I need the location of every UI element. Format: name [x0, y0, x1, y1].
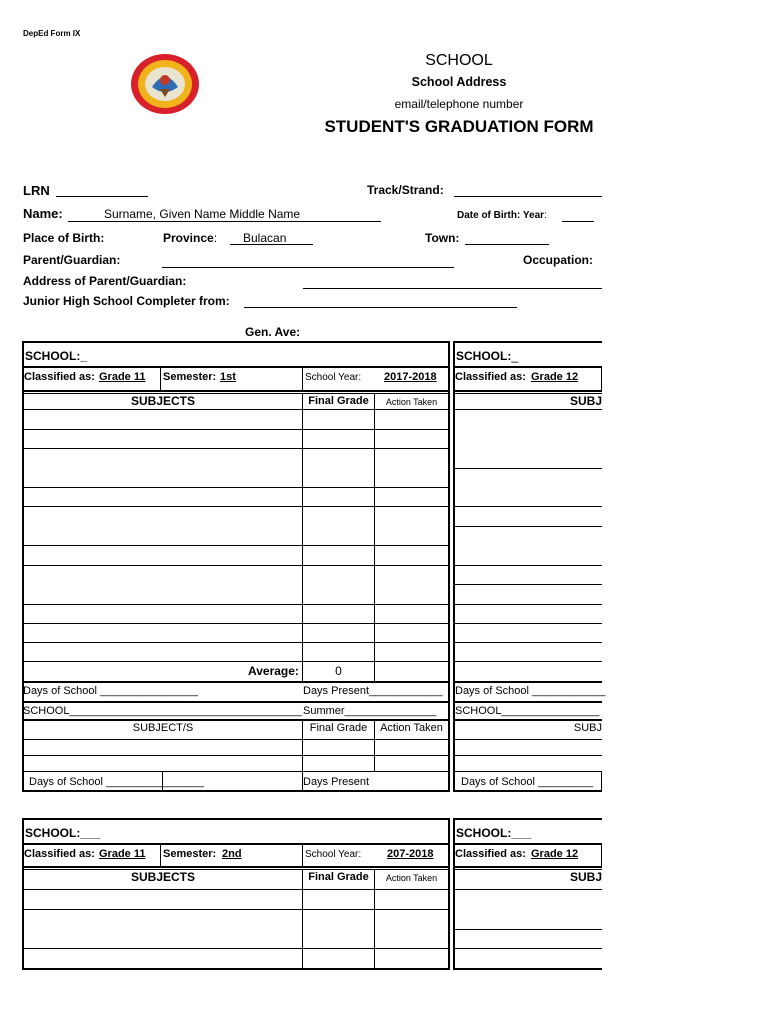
block3-subjects-header: SUBJECTS	[130, 870, 195, 884]
block2-remedial-days-of-school: Days of School _________	[461, 776, 594, 788]
block2-days-of-school: Days of School ____________	[455, 685, 606, 697]
school-contact: email/telephone number	[394, 97, 524, 111]
block1-remedial-school: SCHOOL______________________________________	[23, 705, 302, 717]
town-label: Town:	[425, 231, 460, 245]
block1-remedial-action-header: Action Taken	[380, 722, 443, 734]
block4-classified-label: Classified as:	[455, 848, 526, 860]
parent-address-field[interactable]	[303, 288, 602, 289]
block2-subjects-header: SUBJ	[569, 394, 602, 408]
block3-action-header: Action Taken	[385, 873, 438, 883]
block2-school-text: SCHOOL:	[456, 349, 512, 363]
name-value[interactable]: Surname, Given Name Middle Name	[104, 207, 301, 221]
school-address: School Address	[411, 75, 507, 89]
track-label: Track/Strand:	[367, 183, 444, 197]
block3-classified-label: Classified as:	[24, 848, 95, 860]
block2-remedial-school: SCHOOL________________	[455, 705, 600, 717]
block1-remedial-days-present: Days Present	[303, 776, 370, 788]
dob-label	[457, 210, 547, 221]
block1-average-label: Average:	[248, 664, 299, 678]
track-field[interactable]	[454, 196, 602, 197]
form-title: STUDENT'S GRADUATION FORM	[324, 117, 594, 136]
dob-colon: :	[544, 210, 547, 221]
block3-final-grade-header: Final Grade	[308, 871, 369, 883]
block1-school-label: SCHOOL:_	[25, 349, 88, 363]
parent-label: Parent/Guardian:	[23, 253, 121, 267]
school-name: SCHOOL	[425, 52, 493, 69]
block1-remedial-days-of-school: Days of School ________________	[29, 776, 204, 788]
lrn-field[interactable]	[56, 196, 148, 197]
block3-semester[interactable]: 2nd	[222, 848, 242, 860]
block3-grade[interactable]: Grade 11	[99, 848, 146, 860]
block1-sy[interactable]: 2017-2018	[384, 371, 437, 383]
parent-field[interactable]	[162, 267, 454, 268]
province-value[interactable]: Bulacan	[243, 231, 287, 245]
block1-final-grade-header: Final Grade	[308, 395, 369, 407]
block2-school-label	[456, 349, 518, 363]
block1-action-header: Action Taken	[385, 397, 438, 407]
block2-remedial-subjects-header: SUBJ	[573, 722, 602, 734]
block1-days-present: Days Present____________	[303, 685, 443, 697]
block3-sy[interactable]: 207-2018	[387, 848, 434, 860]
province-underline	[230, 244, 313, 245]
block4-school-label: SCHOOL:___	[456, 826, 532, 840]
gen-ave-label: Gen. Ave:	[245, 325, 301, 339]
block4-subjects-header: SUBJ	[569, 870, 602, 884]
block1-classified-label: Classified as:	[24, 371, 95, 383]
jhs-label: Junior High School Completer from:	[23, 294, 230, 308]
block1-sy-label: School Year:	[305, 372, 362, 383]
block3-sy-label: School Year:	[305, 849, 362, 860]
name-label: Name:	[23, 206, 63, 221]
block2-school-fill: _	[511, 349, 519, 363]
block1-days-of-school: Days of School ________________	[23, 685, 198, 697]
block1-summer: Summer_______________	[303, 705, 437, 717]
block1-remedial-final-header: Final Grade	[309, 722, 368, 734]
block1-grade[interactable]: Grade 11	[99, 371, 146, 383]
jhs-field[interactable]	[244, 307, 517, 308]
dob-field[interactable]	[562, 221, 594, 222]
province-label: Province	[163, 231, 214, 245]
block1-semester[interactable]: 1st	[220, 371, 236, 383]
block2-grade[interactable]: Grade 12	[531, 371, 579, 383]
block2-classified-label: Classified as:	[455, 371, 526, 383]
block1-subjects-header: SUBJECTS	[130, 394, 195, 408]
block3-semester-label: Semester:	[163, 848, 217, 860]
block1-remedial-subjects-header: SUBJECT/S	[132, 722, 194, 734]
block4-grade[interactable]: Grade 12	[531, 848, 579, 860]
block1-average-value: 0	[335, 664, 342, 678]
dob-label-text: Date of Birth: Year	[457, 210, 545, 221]
name-underline	[68, 221, 381, 222]
lrn-label: LRN	[23, 183, 50, 198]
pob-label: Place of Birth:	[23, 231, 105, 245]
occupation-label: Occupation:	[523, 253, 594, 267]
province-colon: :	[213, 231, 218, 245]
block1-semester-label: Semester:	[163, 371, 217, 383]
form-code: DepEd Form IX	[23, 29, 81, 38]
block3-school-label: SCHOOL:___	[25, 826, 101, 840]
town-field[interactable]	[465, 244, 549, 245]
parent-address-label: Address of Parent/Guardian:	[23, 274, 187, 288]
